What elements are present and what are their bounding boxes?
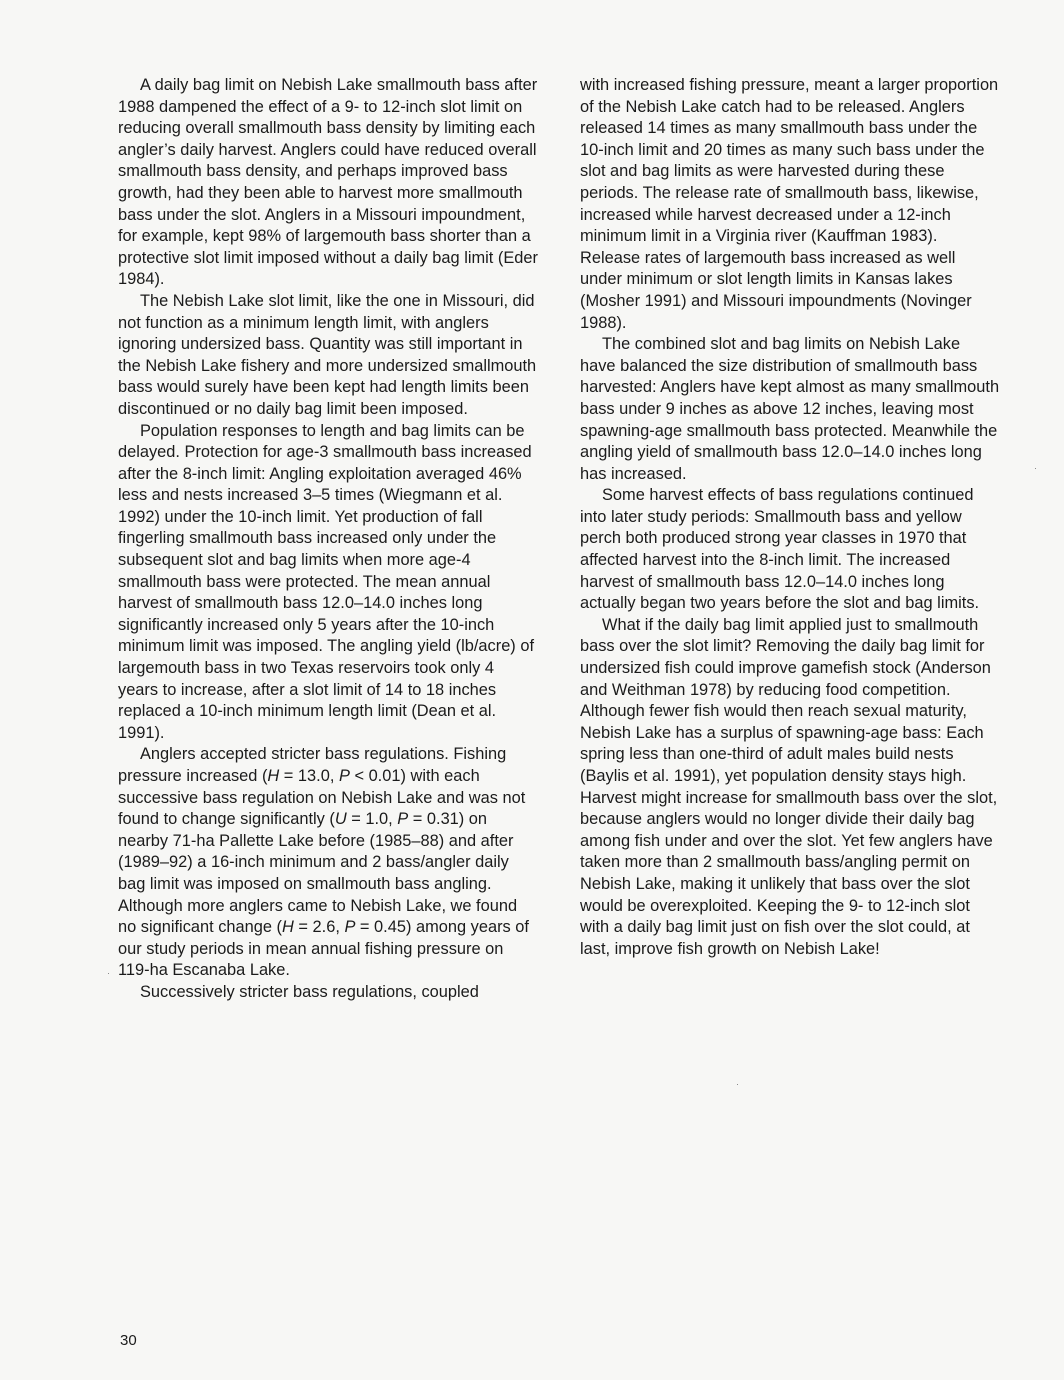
text-run: = 0.31) on nearby 71-ha Pallette Lake before (1985–88) and after (1989–92) a 16-inch minimum and 2 bass/angler daily bag limit was imposed on smallmouth bass angling. Although more anglers came to Nebish Lake, we found no significant change (: [118, 810, 518, 937]
italic-symbol: H: [267, 767, 280, 785]
paragraph: [118, 982, 538, 1004]
text-run: < 0.01) with each successive bass regulation on Nebish Lake and was not found to change significantly (: [118, 767, 526, 829]
text-run: = 0.45) among years of our study periods in mean annual fishing pressure on 119-ha Escanaba Lake.: [118, 918, 529, 980]
text-run: with increased fishing pressure, meant a larger proportion of the Nebish Lake catch had to be released. Anglers released 14 times as many smallmouth bass under the 10-inch limit and 20 times as many such bass under the slot and bag limits as were harvested during these periods. The release rate of smallmouth bass, likewise, increased while harvest decreased under a 12-inch minimum limit in a Virginia river (Kauffman 1983). Release rates of largemouth bass increased as well under minimum or slot length limits in Kansas lakes (Mosher 1991) and Missouri impoundments (Novinger 1988).: [580, 76, 999, 332]
italic-symbol: H: [282, 918, 294, 937]
text-run: The combined slot and bag limits on Nebish Lake have balanced the size distribution of smallmouth bass harvested: Anglers have kept almost as many smallmouth bass under 9 inches as above 12 inches, leaving most spawning-age smallmouth bass protected. Meanwhile the angling yield of smallmouth bass 12.0–14.0 inches long has increased.: [580, 335, 1000, 483]
text-run: A daily bag limit on Nebish Lake smallmouth bass after 1988 dampened the effect of a 9- to 12-inch slot limit on reducing overall smallmouth bass density by limiting each angler’s daily harvest. Anglers could have reduced overall smallmouth bass density, and perhaps improved bass growth, had they been able to harvest more smallmouth bass under the slot. Anglers in a Missouri impoundment, for example, kept 98% of largemouth bass shorter than a protective slot limit imposed without a daily bag limit (Eder 1984).: [118, 76, 538, 289]
paragraph: [118, 744, 538, 982]
scan-speck: [108, 973, 109, 974]
paragraph: [580, 485, 1000, 615]
text-run: = 2.6,: [293, 918, 345, 937]
italic-symbol: P: [344, 918, 356, 937]
text-run: = 1.0,: [346, 810, 398, 829]
text-run: What if the daily bag limit applied just to smallmouth bass over the slot limit? Removing the daily bag limit for undersized fish could improve gamefish stock (Anderson and Weithman 1978) by reducing food competition. Although fewer fish would then reach sexual maturity, Nebish Lake has a surplus of spawning-age bass: Each spring less than one-third of adult males build nests (Baylis et al. 1991), yet population density stays high. Harvest might increase for smallmouth bass over the slot, because anglers would no longer divide their daily bag among fish under and over the slot. Yet few anglers have taken more than 2 smallmouth bass/angling permit on Nebish Lake, making it unlikely that bass over the slot would be overexploited. Keeping the 9- to 12-inch slot with a daily bag limit just on fish over the slot could, at last, improve fish growth on Nebish Lake!: [580, 615, 998, 958]
paragraph: [580, 334, 1000, 485]
italic-symbol: U: [334, 810, 347, 829]
text-run: Population responses to length and bag limits can be delayed. Protection for age-3 smallmouth bass increased after the 8-inch limit: Angling exploitation averaged 46% less and nests increased 3–5 times (Wiegmann et al. 1992) under the 10-inch limit. Yet production of fall fingerling smallmouth bass increased only under the subsequent slot and bag limits when more age-4 smallmouth bass were protected. The mean annual harvest of smallmouth bass 12.0–14.0 inches long significantly increased only 5 years after the 10-inch minimum limit was imposed. The angling yield (lb/acre) of largemouth bass in two Texas reservoirs took only 4 years to increase, after a slot limit of 14 to 18 inches replaced a 10-inch minimum length limit (Dean et al. 1991).: [118, 421, 534, 742]
paragraph: [118, 75, 538, 291]
text-run: Anglers accepted stricter bass regulations. Fishing pressure increased (: [118, 745, 507, 785]
text-run: Some harvest effects of bass regulations continued into later study periods: Smallmouth bass and yellow perch both produced strong year classes in 1970 that affected harvest into the 8-inch limit. The increased harvest of smallmouth bass 12.0–14.0 inches long actually began two years before the slot and bag limits.: [580, 486, 980, 613]
page-number: 30: [120, 1332, 137, 1349]
paragraph: [580, 615, 1000, 961]
right-column: [580, 75, 1000, 960]
paragraph: [580, 75, 1000, 334]
text-run: = 13.0,: [279, 767, 339, 785]
paragraph: [118, 421, 538, 745]
paragraph: [118, 291, 538, 421]
italic-symbol: P: [397, 810, 409, 829]
scan-speck: [1035, 468, 1036, 469]
italic-symbol: P: [338, 767, 350, 785]
left-column: [118, 75, 538, 1004]
scan-speck: [737, 1084, 738, 1085]
text-run: The Nebish Lake slot limit, like the one in Missouri, did not function as a minimum length limit, with anglers ignoring undersized bass. Quantity was still important in the Nebish Lake fishery and more undersized smallmouth bass would surely have been kept had length limits been discontinued or no daily bag limit been imposed.: [118, 291, 537, 418]
text-run: Successively stricter bass regulations, coupled: [140, 982, 479, 1001]
